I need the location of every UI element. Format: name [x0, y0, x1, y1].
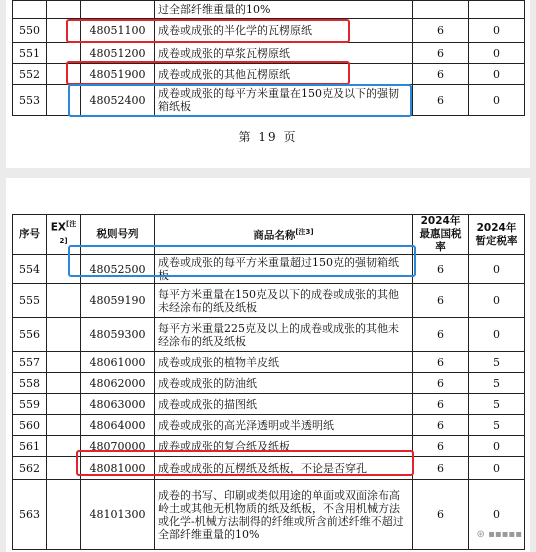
row-number: 559: [13, 394, 47, 415]
provisional-rate: 0: [469, 457, 525, 480]
header-mfn-rate: 2024年 最惠国税率: [413, 215, 469, 255]
table-row: [13, 436, 525, 457]
table-row: [13, 43, 525, 64]
row-number: 563: [13, 480, 47, 550]
product-name: 成卷或成张的植物羊皮纸: [155, 352, 413, 373]
provisional-rate: 0: [469, 43, 525, 64]
row-number: 555: [13, 284, 47, 318]
tariff-code: 48061000: [81, 352, 155, 373]
provisional-rate: 5: [469, 352, 525, 373]
tariff-code: 48059190: [81, 284, 155, 318]
table-row: [13, 415, 525, 436]
product-name: 每平方米重量225克及以上的成卷或成张的其他未经涂布的纸及纸板: [155, 318, 413, 352]
product-name: 成卷或成张的每平方米重量在150克及以下的强韧箱纸板: [155, 85, 413, 116]
tariff-code: 48051900: [81, 64, 155, 85]
watermark-icon: ⊛ ▪▪▪▪▪: [476, 529, 522, 540]
document-page-bottom: [6, 178, 530, 552]
mfn-rate: 6: [413, 318, 469, 352]
tariff-code: 48070000: [81, 436, 155, 457]
tariff-table-bottom: [12, 214, 525, 550]
mfn-rate: 6: [413, 457, 469, 480]
mfn-rate: 6: [413, 255, 469, 284]
table-row-partial: [13, 1, 525, 19]
partial-name-cell: 过全部纤维重量的10%: [155, 1, 413, 19]
product-name: 成卷或成张的防油纸: [155, 373, 413, 394]
header-code: 税则号列: [81, 215, 155, 255]
mfn-rate: 6: [413, 480, 469, 550]
table-row: [13, 457, 525, 480]
row-number: 556: [13, 318, 47, 352]
provisional-rate: 0: [469, 318, 525, 352]
page-number: 第 19 页: [238, 130, 298, 144]
tariff-code: 48051100: [81, 19, 155, 43]
mfn-rate: 6: [413, 19, 469, 43]
provisional-rate: 0: [469, 480, 525, 550]
table-row: [13, 394, 525, 415]
header-ex: EX[注2]: [47, 215, 81, 255]
row-number: 561: [13, 436, 47, 457]
tariff-code: 48081000: [81, 457, 155, 480]
mfn-rate: 6: [413, 415, 469, 436]
provisional-rate: 0: [469, 436, 525, 457]
product-name: 成卷或成张的其他瓦楞原纸: [155, 64, 413, 85]
provisional-rate: 0: [469, 255, 525, 284]
table-row: [13, 480, 525, 550]
provisional-rate: 0: [469, 284, 525, 318]
header-no: 序号: [13, 215, 47, 255]
mfn-rate: 6: [413, 436, 469, 457]
tariff-code: 48101300: [81, 480, 155, 550]
row-number: 550: [13, 19, 47, 43]
tariff-code: 48052500: [81, 255, 155, 284]
row-number: 554: [13, 255, 47, 284]
product-name: 每平方米重量在150克及以下的成卷或成张的其他未经涂布的纸及纸板: [155, 284, 413, 318]
provisional-rate: 5: [469, 415, 525, 436]
tariff-table-top: [12, 0, 525, 116]
row-number: 560: [13, 415, 47, 436]
product-name: 成卷或成张的半化学的瓦楞原纸: [155, 19, 413, 43]
table-row: [13, 352, 525, 373]
mfn-rate: 6: [413, 394, 469, 415]
row-number: 557: [13, 352, 47, 373]
product-name: 成卷或成张的每平方米重量超过150克的强韧箱纸板: [155, 255, 413, 284]
provisional-rate: 0: [469, 64, 525, 85]
provisional-rate: 5: [469, 373, 525, 394]
product-name: 成卷的书写、印刷或类似用途的单面或双面涂布高岭土或其他无机物质的纸及纸板，不含用机械方法或化学-机械方法制得的纤维或所含前述纤维不超过全部纤维重量的10%: [155, 480, 413, 550]
tariff-code: 48063000: [81, 394, 155, 415]
mfn-rate: 6: [413, 352, 469, 373]
mfn-rate: 6: [413, 64, 469, 85]
product-name: 成卷或成张的复合纸及纸板: [155, 436, 413, 457]
tariff-code: 48064000: [81, 415, 155, 436]
header-provisional-rate: 2024年 暂定税率: [469, 215, 525, 255]
table-row: [13, 19, 525, 43]
table-row: [13, 284, 525, 318]
product-name: 成卷或成张的草浆瓦楞原纸: [155, 43, 413, 64]
table-row: [13, 318, 525, 352]
mfn-rate: 6: [413, 284, 469, 318]
header-name: 商品名称[注3]: [155, 215, 413, 255]
table-row: [13, 255, 525, 284]
table-row: [13, 373, 525, 394]
table-row: [13, 85, 525, 116]
table-row: [13, 64, 525, 85]
tariff-code: 48059300: [81, 318, 155, 352]
product-name: 成卷或成张的描图纸: [155, 394, 413, 415]
provisional-rate: 0: [469, 85, 525, 116]
row-number: 552: [13, 64, 47, 85]
mfn-rate: 6: [413, 85, 469, 116]
row-number: 551: [13, 43, 47, 64]
product-name: 成卷或成张的瓦楞纸及纸板，不论是否穿孔: [155, 457, 413, 480]
table-header-row: [13, 215, 525, 255]
mfn-rate: 6: [413, 373, 469, 394]
page-gap: [0, 168, 536, 178]
tariff-code: 48051200: [81, 43, 155, 64]
product-name: 成卷或成张的高光泽透明或半透明纸: [155, 415, 413, 436]
row-number: 558: [13, 373, 47, 394]
tariff-code: 48062000: [81, 373, 155, 394]
mfn-rate: 6: [413, 43, 469, 64]
document-page-top: [6, 0, 530, 168]
row-number: 562: [13, 457, 47, 480]
provisional-rate: 5: [469, 394, 525, 415]
row-number: 553: [13, 85, 47, 116]
tariff-code: 48052400: [81, 85, 155, 116]
provisional-rate: 0: [469, 19, 525, 43]
